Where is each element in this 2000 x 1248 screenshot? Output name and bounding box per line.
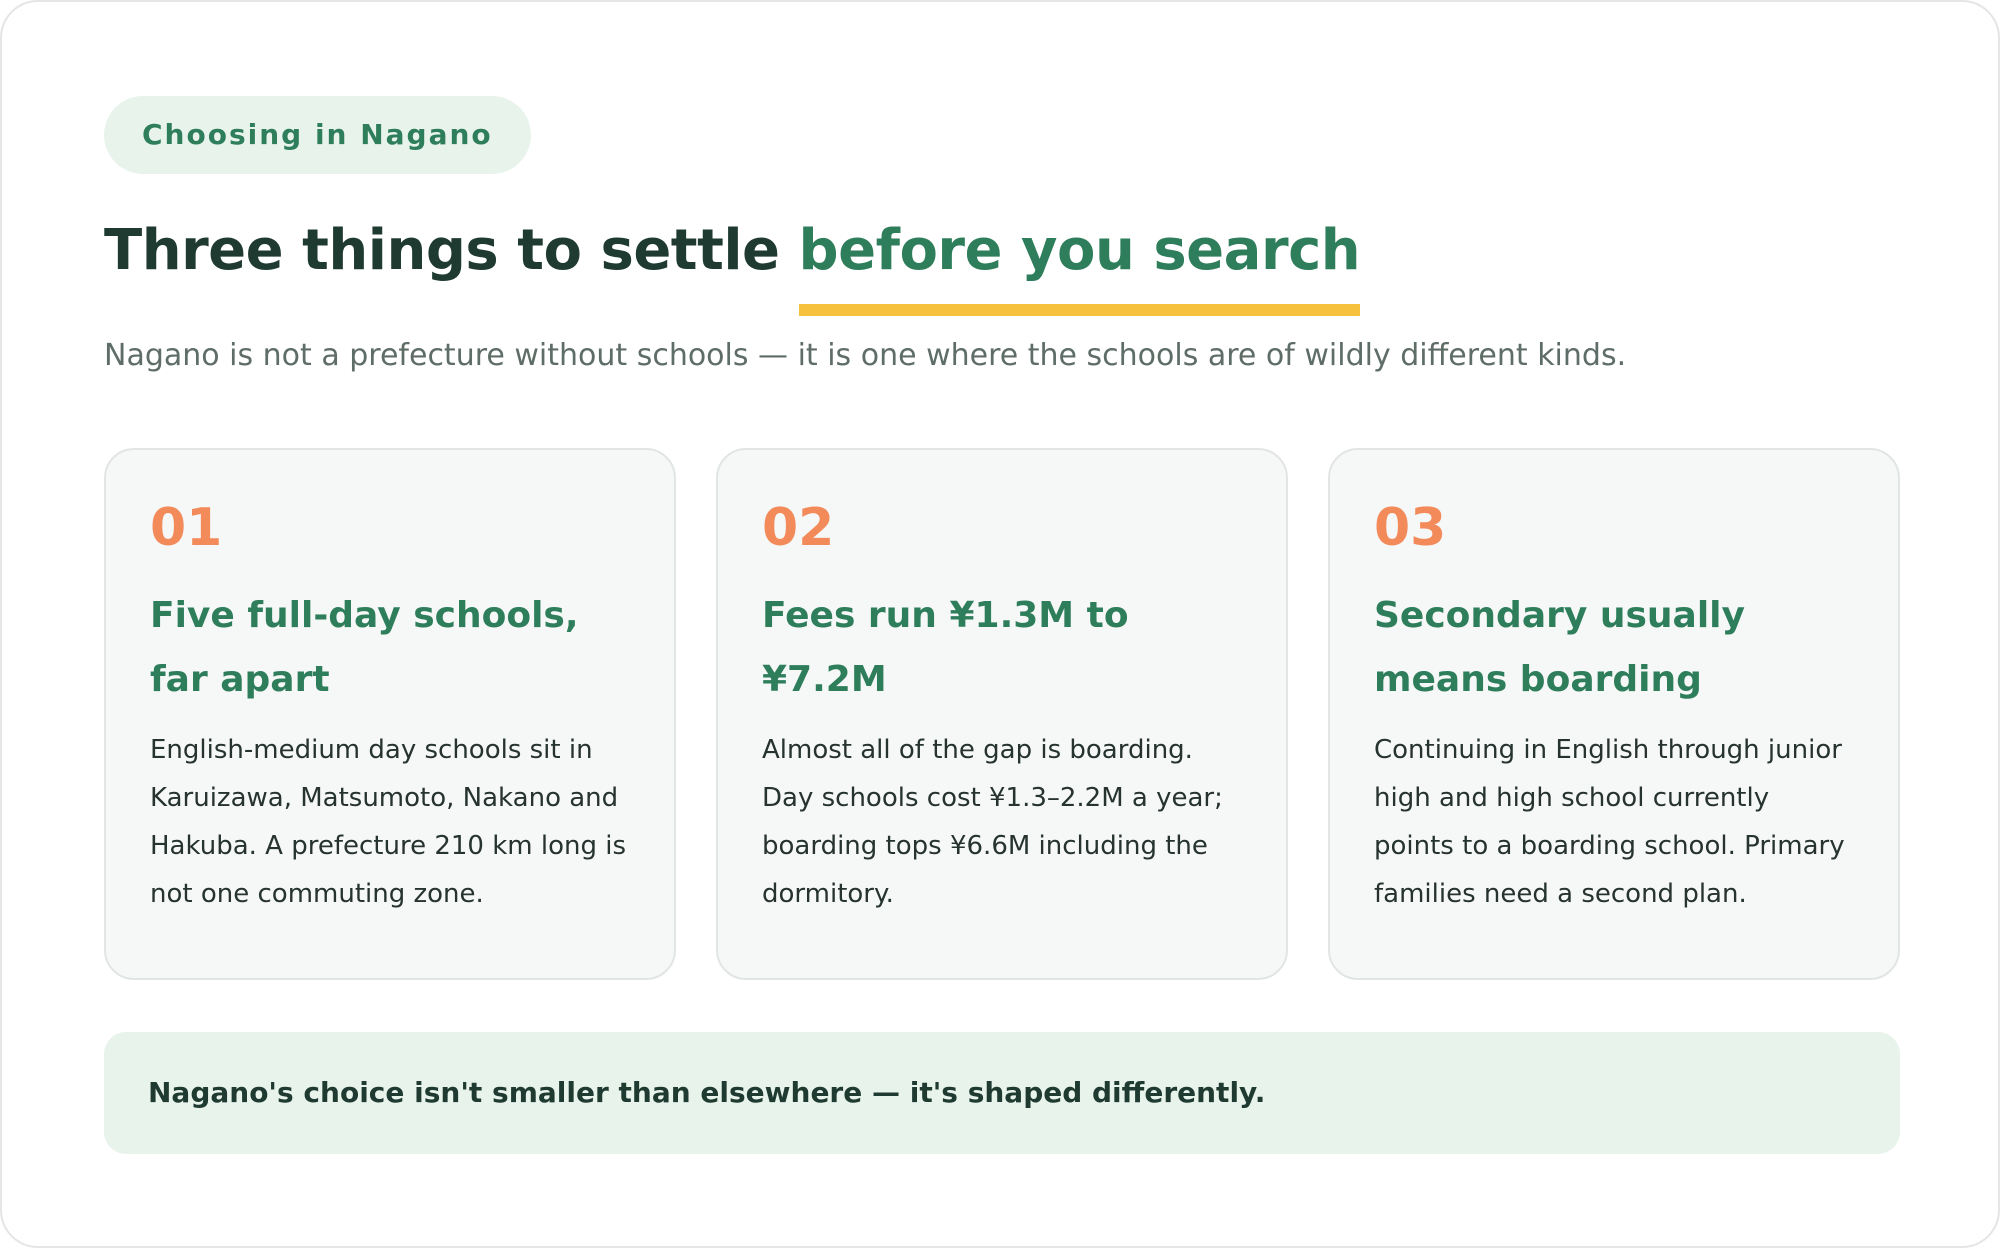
cards-row [104,448,1900,980]
card-fulltime-schools [104,448,676,980]
card-secondary-boarding [1328,448,1900,980]
intro-text: Nagano is not a prefecture without schools — it is one where the schools are of wildly different kinds. [104,338,1627,373]
card-heading: Fees run ¥1.3M to ¥7.2M [762,595,1129,700]
title-accent: before you search [799,214,1361,288]
card-heading: Five full-day schools, far apart [150,595,579,700]
card-body: English-medium day schools sit in Karuizawa, Matsumoto, Nakano and Hakuba. A prefecture 210 km long is not one commuting zone. [150,735,627,909]
section-eyebrow-badge: Choosing in Nagano [104,96,531,174]
page-title [104,214,1360,288]
summary-callout: Nagano's choice isn't smaller than elsewhere — it's shaped differently. [104,1032,1900,1154]
card-number: 03 [1374,498,1447,558]
card-heading: Secondary usually means boarding [1374,595,1745,700]
card-number: 01 [150,498,223,558]
card-number: 02 [762,498,835,558]
title-lead: Three things to settle [104,218,799,283]
card-fees [716,448,1288,980]
card-body: Almost all of the gap is boarding. Day schools cost ¥1.3–2.2M a year; boarding tops ¥6.6M including the dormitory. [762,735,1223,909]
card-body: Continuing in English through junior high and high school currently points to a boarding school. Primary families need a second plan. [1374,735,1845,909]
